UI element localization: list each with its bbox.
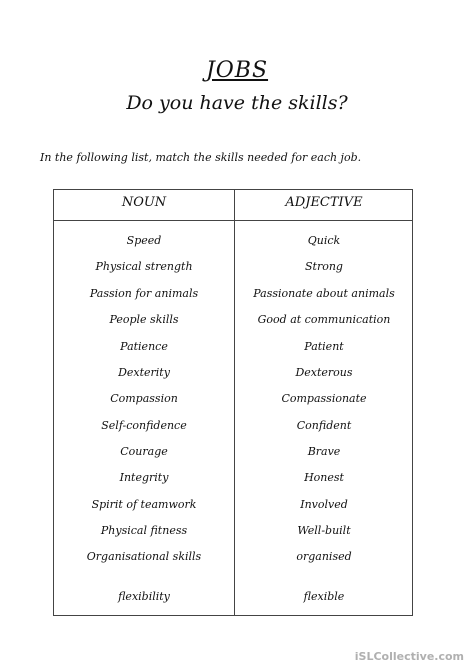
noun-cell: People skills <box>109 313 179 326</box>
adjective-cell: Good at communication <box>257 313 391 326</box>
noun-cell: Compassion <box>110 392 178 405</box>
adjective-cell: Patient <box>304 340 344 353</box>
site-watermark: iSLCollective.com <box>354 650 464 663</box>
noun-cell: Organisational skills <box>86 550 202 563</box>
skills-table <box>53 189 413 616</box>
adjective-cell: Well-built <box>297 524 351 537</box>
adjective-cell: Quick <box>307 234 341 247</box>
noun-cell: Spirit of teamwork <box>91 498 197 511</box>
worksheet-title: JOBS <box>205 58 269 83</box>
noun-cell: Speed <box>126 234 162 247</box>
adjective-cell: Honest <box>304 471 344 484</box>
adjective-cell: Confident <box>296 419 352 432</box>
noun-cell: Physical fitness <box>100 524 188 537</box>
adjective-cell: organised <box>296 550 352 563</box>
adjective-cell: Brave <box>307 445 341 458</box>
noun-cell: Courage <box>120 445 168 458</box>
adjective-cell: Strong <box>305 260 343 273</box>
adjective-cell: Compassionate <box>281 392 367 405</box>
adjective-cell: Passionate about animals <box>253 287 395 300</box>
adjective-cell: Involved <box>300 498 348 511</box>
noun-cell: Patience <box>120 340 168 353</box>
noun-cell: Passion for animals <box>89 287 199 300</box>
noun-cell: Physical strength <box>95 260 193 273</box>
noun-column-header: NOUN <box>121 195 167 210</box>
adjective-cell: flexible <box>303 590 345 603</box>
instruction-text: In the following list, match the skills needed for each job. <box>40 151 362 164</box>
noun-cell: flexibility <box>118 590 170 603</box>
noun-cell: Dexterity <box>118 366 170 379</box>
noun-cell: Self-confidence <box>101 419 187 432</box>
adjective-column-header: ADJECTIVE <box>285 195 363 210</box>
table-rows <box>54 190 412 615</box>
worksheet-subtitle: Do you have the skills? <box>126 92 348 114</box>
noun-cell: Integrity <box>119 471 169 484</box>
adjective-cell: Dexterous <box>295 366 353 379</box>
